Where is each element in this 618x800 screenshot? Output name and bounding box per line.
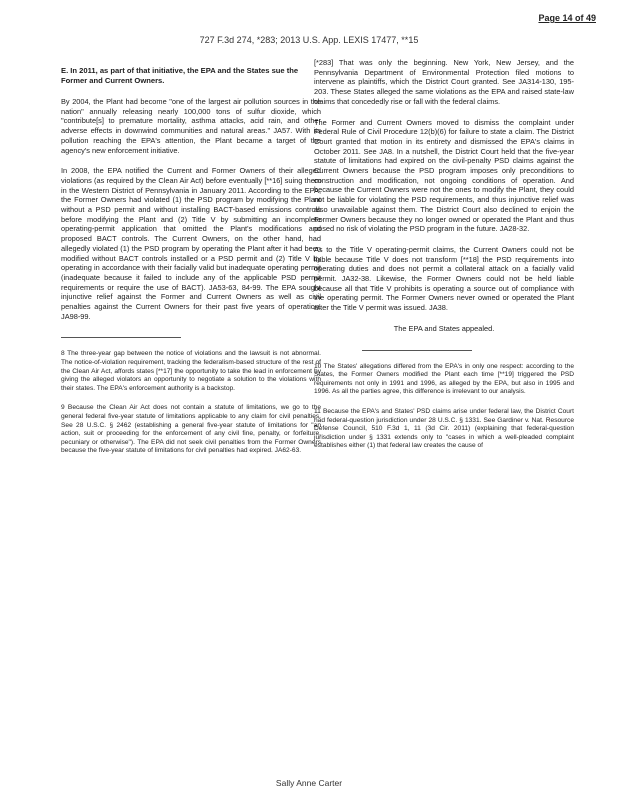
footnote: 11 Because the EPA's and States' PSD claims arise under federal law, the District Court had federal-question jurisdiction under 28 U.S.C. § 1331. See Gardiner v. Nat. Resource Defense Council, 510 F.3d 1, 11 (3d Cir. 2011) (explaining that federal-question jurisdiction under § 1331 extends only to "cases in which a well-pleaded complaint establishes either (1) that federal law creates the cause of: [314, 407, 574, 450]
paragraph: As to the Title V operating-permit claims, the Current Owners could not be liable because Title V does not transform [**18] the PSD requirements into operating duties and does not permit a collateral attack on a facially valid permit. JA32-38. Likewise, the Former Owners could not be held liable because all that Title V prohibits is operating a source out of compliance with the operating permit. The Former Owners never owned or operated the Plant after the Title V permit was issued. JA38.: [314, 244, 574, 313]
left-column: [61, 66, 321, 467]
section-heading: E. In 2011, as part of that initiative, the EPA and the States sue the Former and Current Owners.: [61, 66, 299, 85]
footnote-divider: [61, 337, 181, 338]
right-column: [314, 58, 574, 462]
paragraph: By 2004, the Plant had become "one of the largest air pollution sources in the nation" annually releasing nearly 100,000 tons of sulfur dioxide, which "contribute[s] to premature mortality, asthma attacks, acid rain, and other adverse effects in downwind communities and natural areas." JA57. With its pollution reaching the EPA's attention, the Plant became a target of the agency's new enforcement initiative.: [61, 97, 321, 155]
paragraph: [*283] That was only the beginning. New York, New Jersey, and the Pennsylvania Department of Environmental Protection filed motions to intervene as plaintiffs, which the District Court granted. See JA314-130, 195-203. These States alleged the same violations as the EPA and raised state-law claims that concededly rise or fall with the federal claims.: [314, 58, 574, 106]
paragraph: The EPA and States appealed.: [393, 323, 495, 333]
footnote: 9 Because the Clean Air Act does not contain a statute of limitations, we go to the general federal five-year statute of limitations applicable to any claim for civil penalties. See 28 U.S.C. § 2462 (establishing a general five-year statute of limitations for "an action, suit or proceeding for the enforcement of any civil fine, penalty, or forfeiture, pecuniary or otherwise"). The EPA did not seek civil penalties from the Former Owners because the five-year statute of limitations for civil penalties had expired. JA62-63.: [61, 404, 321, 455]
paragraph: The Former and Current Owners moved to dismiss the complaint under Federal Rule of Civil Procedure 12(b)(6) for failure to state a claim. The District Court granted that motion in its entirety and dismissed the EPA's claims in October 2011. See JA8. In a nutshell, the District Court held that the five-year statute of limitations had expired on the civil-penalty PSD claims against the Current Owners because the PSD program imposes only preconditions to construction and modification, not ongoing conditions of operation. And because the Current Owners were not the ones to modify the Plant, they could not be liable for violating the PSD requirements, and thus injunctive relief was also unavailable against them. The District Court also declined to enjoin the Former Owners because they no longer owned or operated the Plant and thus posed no risk of violating the PSD program in the future. JA28-32.: [314, 117, 574, 234]
page-number: Page 14 of 49: [538, 13, 596, 23]
footnote: 8 The three-year gap between the notice of violations and the lawsuit is not abnormal. The notice-of-violation requirement, tracking the federalism-based structure of the rest of the Clean Air Act, affords states [**17] the opportunity to take the lead in enforcement by giving the alleged violators an opportunity to negotiate a solution to the violations with their states. The EPA's enforcement authority is a backstop.: [61, 350, 321, 392]
footnote: 10 The States' allegations differed from the EPA's in only one respect: according to the States, the Former Owners modified the Plant each time [**19] triggered the PSD requirements not only in 1991 and 1996, as alleged by the EPA, but also in 1995 and 1996. As all the parties agree, this difference is irrelevant to our analysis.: [314, 362, 574, 396]
author-footer: Sally Anne Carter: [275, 778, 343, 788]
case-citation: 727 F.3d 274, *283; 2013 U.S. App. LEXIS 17477, **15: [199, 35, 419, 45]
footnote-divider: [362, 350, 472, 351]
paragraph: In 2008, the EPA notified the Current and Former Owners of their alleged violations (as required by the Clean Air Act) before eventually [**16] suing them in the Western District of Pennsylvania in January 2011. According to the EPA, the Former Owners had violated (1) the PSD program by modifying the Plant without a PSD permit and without installing BACT-based emissions controls before modifying the Plant and (2) Title V by submitting an incomplete operating-permit application that omitted the Plant's modifications and proposed BACT controls. The Current Owners, on the other hand, had allegedly violated (1) the PSD program by operating the Plant after it had been modified without BACT controls installed or a PSD permit and (2) Title V by operating in accordance with their facially valid but inadequate operating permit (inadequate because it failed to include any of the applicable PSD permit requirements or require the use of BACT). JA53-63, 84-99. The EPA sought injunctive relief against the Former and Current Owners as well as civil penalties against the Current Owners for their past five years of operation. JA98-99.: [61, 166, 321, 321]
